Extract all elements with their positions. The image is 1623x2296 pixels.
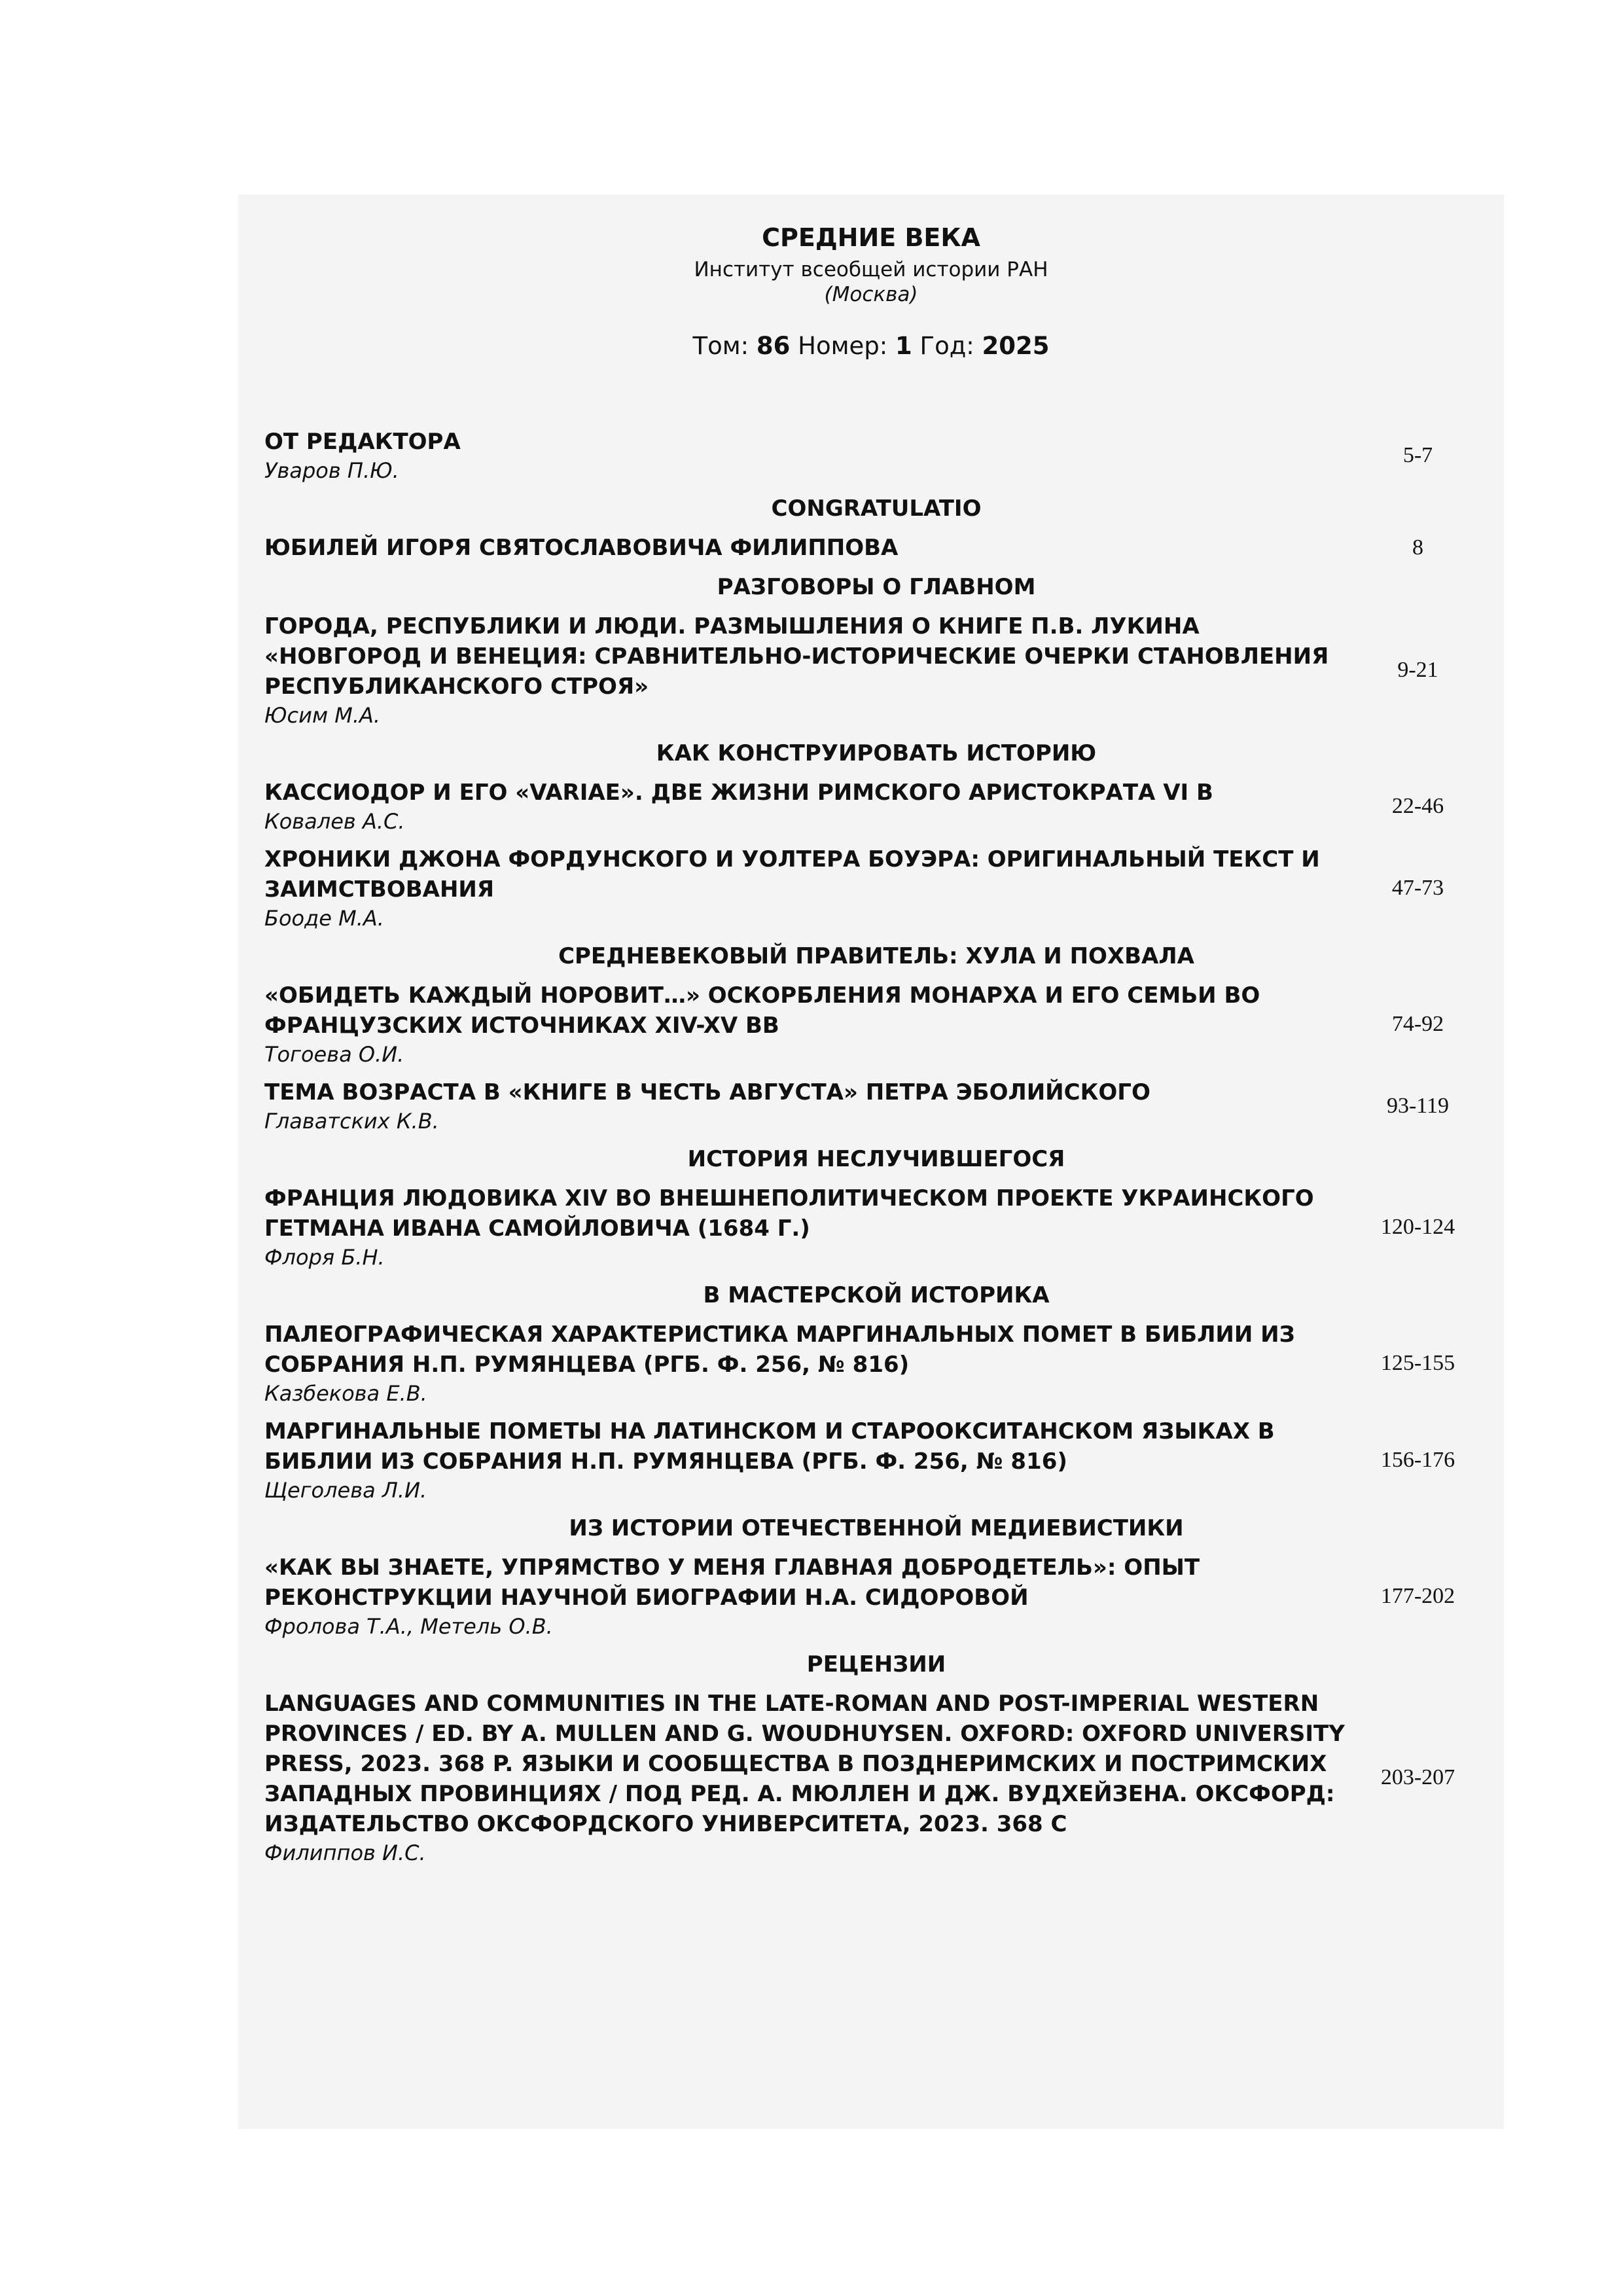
toc-entry[interactable] (264, 533, 1488, 563)
toc-entry[interactable] (264, 1319, 1488, 1407)
toc-entry-info (264, 778, 1347, 835)
page-range: 74-92 (1391, 1012, 1444, 1036)
institute-name: Институт всеобщей истории РАН (694, 258, 1048, 281)
article-authors: Тогоева О.И. (264, 1042, 404, 1067)
page-range: 177-202 (1380, 1584, 1455, 1608)
page-range: 93-119 (1386, 1094, 1450, 1118)
page-range: 203-207 (1380, 1765, 1455, 1789)
article-title[interactable]: ПАЛЕОГРАФИЧЕСКАЯ ХАРАКТЕРИСТИКА МАРГИНАЛЬНЫХ ПОМЕТ В БИБЛИИ ИЗ СОБРАНИЯ Н.П. РУМЯНЦЕВА (РГБ. Ф. 256, № 816) (264, 1321, 1295, 1378)
article-authors: Уваров П.Ю. (264, 458, 399, 483)
toc-entry-info (264, 1552, 1347, 1640)
issue-line (238, 332, 1504, 360)
toc-entry-info (264, 1319, 1347, 1407)
toc-entry-info (264, 1416, 1347, 1504)
toc-entry[interactable] (264, 844, 1488, 932)
article-authors: Щеголева Л.И. (264, 1478, 427, 1503)
section-heading: В МАСТЕРСКОЙ ИСТОРИКА (703, 1282, 1050, 1308)
journal-title: СРЕДНИЕ ВЕКА (762, 223, 980, 252)
article-title[interactable]: «ОБИДЕТЬ КАЖДЫЙ НОРОВИТ…» ОСКОРБЛЕНИЯ МОНАРХА И ЕГО СЕМЬИ ВО ФРАНЦУЗСКИХ ИСТОЧНИКАХ XIV-XV ВВ (264, 982, 1260, 1039)
toc-entry-info (264, 844, 1347, 932)
page-range: 5-7 (1402, 443, 1433, 467)
page-range: 9-21 (1397, 658, 1438, 682)
article-authors: Флоря Б.Н. (264, 1245, 385, 1270)
article-title[interactable]: МАРГИНАЛЬНЫЕ ПОМЕТЫ НА ЛАТИНСКОМ И СТАРООКСИТАНСКОМ ЯЗЫКАХ В БИБЛИИ ИЗ СОБРАНИЯ Н.П. РУМЯНЦЕВА (РГБ. Ф. 256, № 816) (264, 1418, 1275, 1475)
page-range: 120-124 (1380, 1215, 1455, 1239)
page-range: 22-46 (1391, 794, 1444, 818)
section-heading: ИЗ ИСТОРИИ ОТЕЧЕСТВЕННОЙ МЕДИЕВИСТИКИ (569, 1515, 1184, 1541)
year-label: Год: (919, 332, 974, 360)
article-authors: Бооде М.А. (264, 906, 384, 931)
toc-entry[interactable] (264, 1183, 1488, 1271)
toc-entry[interactable] (264, 1077, 1488, 1135)
article-authors: Филиппов И.С. (264, 1840, 426, 1865)
section-heading: CONGRATULATIO (771, 495, 982, 522)
section-heading: СРЕДНЕВЕКОВЫЙ ПРАВИТЕЛЬ: ХУЛА И ПОХВАЛА (558, 943, 1194, 969)
page-range: 125-155 (1380, 1351, 1455, 1375)
volume-number: 86 (756, 332, 791, 360)
article-title[interactable]: ГОРОДА, РЕСПУБЛИКИ И ЛЮДИ. РАЗМЫШЛЕНИЯ О КНИГЕ П.В. ЛУКИНА «НОВГОРОД И ВЕНЕЦИЯ: СРАВНИТЕЛЬНО-ИСТОРИЧЕСКИЕ ОЧЕРКИ СТАНОВЛЕНИЯ РЕСПУБЛИКАНСКОГО СТРОЯ» (264, 613, 1329, 700)
city: (Москва) (824, 283, 918, 306)
page-range: 47-73 (1391, 876, 1444, 900)
article-title[interactable]: LANGUAGES AND COMMUNITIES IN THE LATE-ROMAN AND POST-IMPERIAL WESTERN PROVINCES / ED. BY A. MULLEN AND G. WOUDHUYSEN. OXFORD: OXFORD UNIVERSITY PRESS, 2023. 368 P. ЯЗЫКИ И СООБЩЕСТВА В ПОЗДНЕРИМСКИХ И ПОСТРИМСКИХ ЗАПАДНЫХ ПРОВИНЦИЯХ / ПОД РЕД. А. МЮЛЛЕН И ДЖ. ВУДХЕЙЗЕНА. ОКСФОРД: ИЗДАТЕЛЬСТВО ОКСФОРДСКОГО УНИВЕРСИТЕТА, 2023. 368 С (264, 1691, 1345, 1837)
toc-entry-info (264, 980, 1347, 1068)
article-authors: Казбекова Е.В. (264, 1381, 427, 1406)
article-title[interactable]: КАССИОДОР И ЕГО «VARIAE». ДВЕ ЖИЗНИ РИМСКОГО АРИСТОКРАТА VI В (264, 780, 1213, 806)
toc-entry[interactable] (264, 1552, 1488, 1640)
page-range: 156-176 (1380, 1448, 1455, 1472)
issue-number: 1 (895, 332, 912, 360)
article-title[interactable]: ОТ РЕДАКТОРА (264, 429, 461, 455)
section-heading: ИСТОРИЯ НЕСЛУЧИВШЕГОСЯ (687, 1146, 1065, 1172)
toc-entry[interactable] (264, 1689, 1488, 1867)
article-authors: Главатских К.В. (264, 1109, 439, 1134)
article-authors: Ковалев А.С. (264, 809, 405, 834)
page-range: 8 (1412, 535, 1423, 560)
table-of-contents (264, 427, 1488, 1876)
volume-label: Том: (692, 332, 749, 360)
section-heading: РАЗГОВОРЫ О ГЛАВНОМ (717, 574, 1036, 600)
article-title[interactable]: ФРАНЦИЯ ЛЮДОВИКА XIV ВО ВНЕШНЕПОЛИТИЧЕСКОМ ПРОЕКТЕ УКРАИНСКОГО ГЕТМАНА ИВАНА САМОЙЛОВИЧА (1684 Г.) (264, 1185, 1314, 1242)
toc-entry-info (264, 533, 1347, 563)
article-authors: Юсим М.А. (264, 703, 381, 728)
article-title[interactable]: «КАК ВЫ ЗНАЕТЕ, УПРЯМСТВО У МЕНЯ ГЛАВНАЯ ДОБРОДЕТЕЛЬ»: ОПЫТ РЕКОНСТРУКЦИИ НАУЧНОЙ БИОГРАФИИ Н.А. СИДОРОВОЙ (264, 1554, 1200, 1611)
section-heading: РЕЦЕНЗИИ (806, 1651, 946, 1677)
article-title[interactable]: ТЕМА ВОЗРАСТА В «КНИГЕ В ЧЕСТЬ АВГУСТА» ПЕТРА ЭБОЛИЙСКОГО (264, 1079, 1150, 1105)
section-heading: КАК КОНСТРУИРОВАТЬ ИСТОРИЮ (656, 740, 1097, 766)
toc-entry-info (264, 611, 1347, 729)
toc-panel (238, 194, 1504, 2129)
toc-entry-info (264, 1689, 1347, 1867)
toc-entry[interactable] (264, 427, 1488, 484)
toc-entry-info (264, 427, 1347, 484)
toc-entry[interactable] (264, 980, 1488, 1068)
article-authors: Фролова Т.А., Метель О.В. (264, 1614, 553, 1639)
toc-entry-info (264, 1183, 1347, 1271)
toc-entry[interactable] (264, 611, 1488, 729)
toc-entry-info (264, 1077, 1347, 1135)
year-value: 2025 (982, 332, 1050, 360)
toc-entry[interactable] (264, 1416, 1488, 1504)
issue-label: Номер: (798, 332, 888, 360)
article-title[interactable]: ХРОНИКИ ДЖОНА ФОРДУНСКОГО И УОЛТЕРА БОУЭРА: ОРИГИНАЛЬНЫЙ ТЕКСТ И ЗАИМСТВОВАНИЯ (264, 846, 1320, 903)
article-title[interactable]: ЮБИЛЕЙ ИГОРЯ СВЯТОСЛАВОВИЧА ФИЛИППОВА (264, 535, 899, 561)
toc-entry[interactable] (264, 778, 1488, 835)
